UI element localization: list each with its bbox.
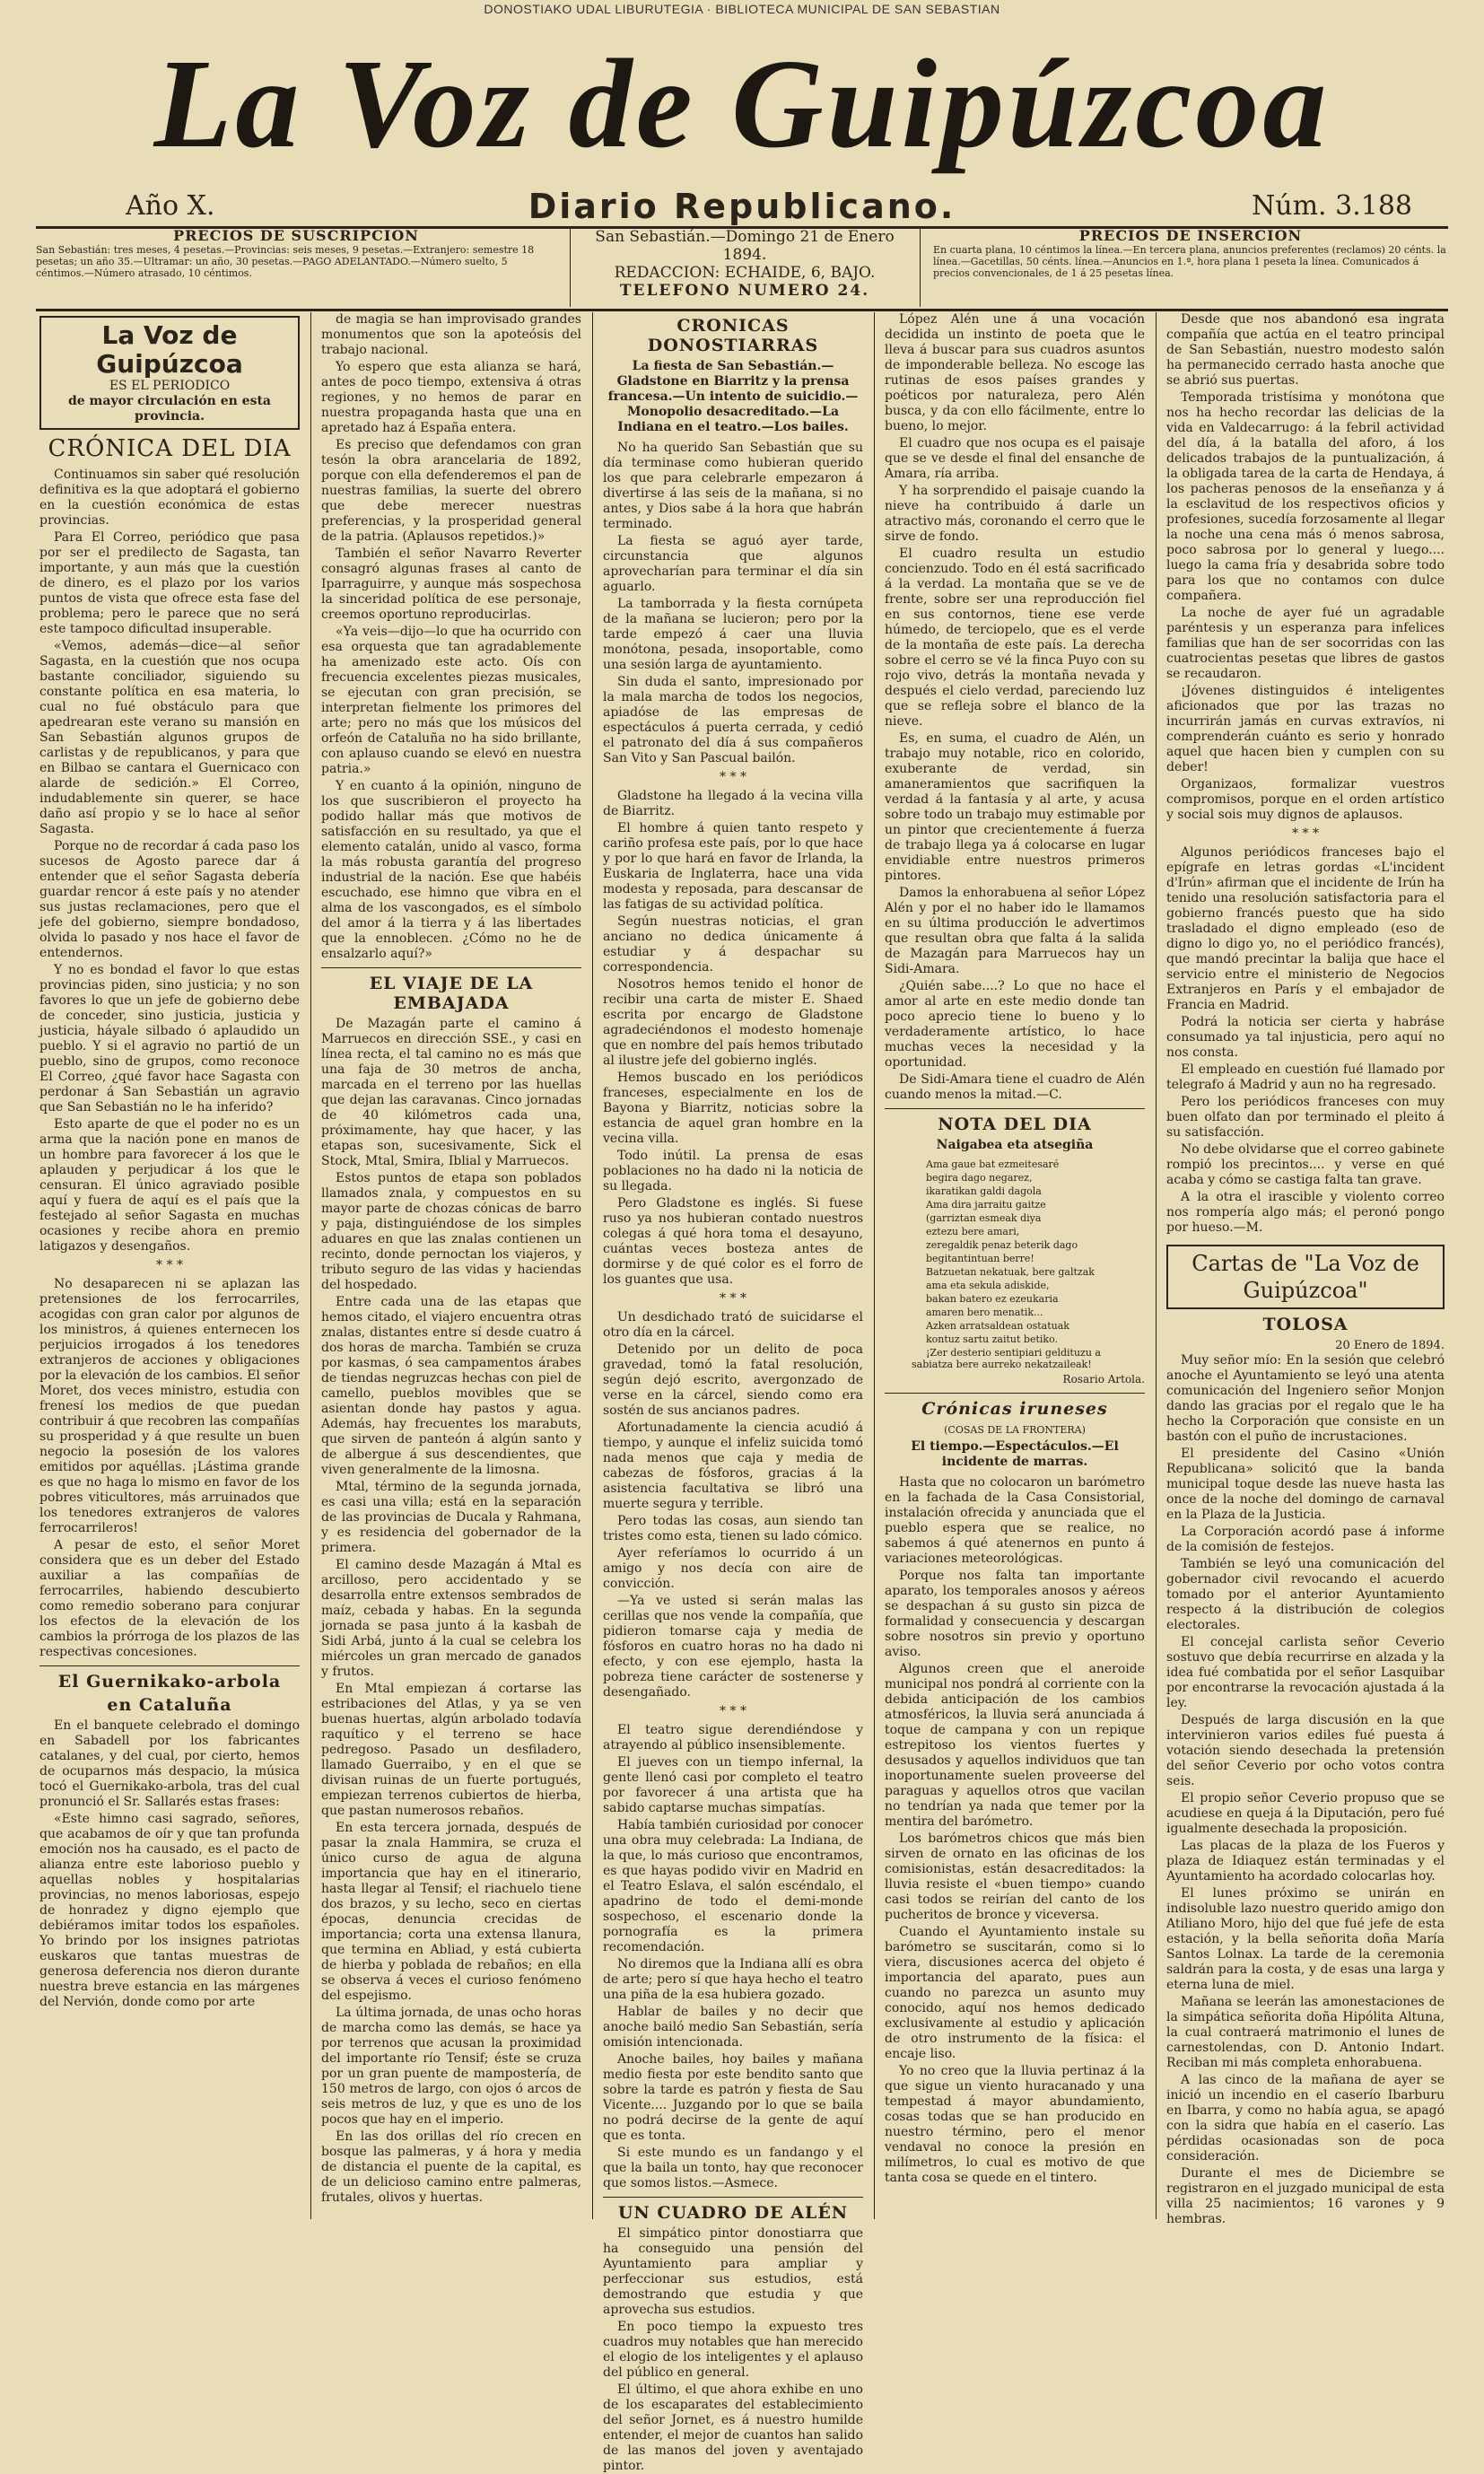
subtitle: Diario Republicano. [528,187,956,226]
article-title: NOTA DEL DIA [938,1115,1092,1134]
separator-stars: * * * [720,1704,746,1718]
paragraph: Las placas de la plaza de los Fueros y plaza de Idiaquez están terminadas y el Ayuntamiento ha acordado colocarlas hoy. [1166,1839,1445,1884]
paragraph: Todo inútil. La prensa de esas poblaciones no ha dado ni la noticia de su llegada. [603,1149,863,1193]
masthead [36,27,1448,188]
paragraph: ¡Jóvenes distinguidos é inteligentes aficionados que por las trazas no incurrirán jamás en curvas extravíos, ni comprenderán cuánto es serio y honrado aquel que hacen bien y cumplen con su deber! [1166,684,1445,774]
dateline: San Sebastián.—Domingo 21 de Enero 1894. [595,228,895,264]
paragraph: Entre cada una de las etapas que hemos citado, el viajero encuentra otras znalas, distantes entre sí desde cuatro á dos horas de marcha. También se cruza por kasmas, ó sea campamentos árabes de tiendas negruzcas hechas con piel de camello, pueblos movibles que se asientan donde hay pastos y agua. Además, hay frecuentes los marabuts, que sirven de panteón á algún santo y de albergue á sus descendientes, que viven generalmente de la limosna. [321,1295,581,1477]
paragraph: Detenido por un delito de poca gravedad, tomó la fatal resolución, según dejó escrito, avergonzado de verse en la cárcel, siendo como era sostén de sus ancianos padres. [603,1342,863,1418]
section-rule [39,1665,300,1666]
column-divider [874,312,875,2219]
poem-line: eztezu bere amari, [926,1226,1020,1237]
poem-line: Azken arratsaldean ostatuak [926,1320,1069,1332]
paragraph: La tamborrada y la fiesta cornúpeta de la mañana se lucieron; pero por la tarde empezó á caer una lluvia monótona, pesada, insoportable, como una sesión larga de ayuntamiento. [603,597,863,672]
paragraph: El camino desde Mazagán á Mtal es arcilloso, pero accidentado y se desarrolla entre extensos sembrados de maíz, cebada y habas. En la segunda jornada se pasa junto á la kasbah de Sidi Arbá, junto á la cual se celebra los miércoles un gran mercado de ganados y frutos. [321,1558,581,1679]
column-2 [321,312,581,2219]
paragraph: A pesar de esto, el señor Moret considera que es un deber del Estado auxiliar a las compañías de ferrocarriles, habiendo descubierto como remedio soberano para conjurar los efectos de la elevación de los cambios la prórroga de los plazos de las respectivas concesiones. [39,1538,300,1659]
paragraph: Pero Gladstone es inglés. Si fuese ruso ya nos hubieran contado nuestros colegas á qué hora toma el desayuno, cuántas veces bosteza antes de dormirse y de qué color es el forro de los guantes que usa. [603,1196,863,1287]
poem-line: kontuz sartu zaitut betiko. [926,1333,1059,1345]
section-rule [885,1108,1145,1109]
archive-header: DONOSTIAKO UDAL LIBURUTEGIA · BIBLIOTECA MUNICIPAL DE SAN SEBASTIAN [484,2,1000,16]
section-rule [603,2197,863,2198]
paragraph: El teatro sigue derendiéndose y atrayendo al público insensiblemente. [603,1723,863,1753]
paragraph: Esto aparte de que el poder no es un arma que la nación pone en manos de un hombre para favorecer á los que le aplauden y perjudicar á los que le censuran. El único agraviado posible aquí y fuera de aquí es el país que la festejado al señor Sagasta en muchas ocasiones y recibe ahora en premio latigazos y desengaños. [39,1117,300,1254]
paragraph: La Corporación acordó pase á informe de la comisión de festejos. [1166,1525,1445,1554]
paragraph: El propio señor Ceverio propuso que se acudiese en queja á la Diputación, pero fué igualmente desechada la proposición. [1166,1791,1445,1836]
paragraph: Organizaos, formalizar vuestros compromisos, porque en el orden artístico y social sois muy dignos de aplausos. [1166,777,1445,822]
promo-line: ES EL PERIODICO [109,379,231,393]
paragraph: No ha querido San Sebastián que su día terminase como hubieran querido los que para celebrarle empezaron á divertirse á las seis de la mañana, si no antes, y Dios sabe á la hora que habrán terminado. [603,441,863,531]
article-deck: La fiesta de San Sebastián.—Gladstone en Biarritz y la prensa francesa.—Un intento de suicidio.—Monopolio desacreditado.—La Indiana en el teatro.—Los bailes. [607,359,859,434]
paragraph: Gladstone ha llegado á la vecina villa de Biarritz. [603,789,863,818]
column-3 [603,312,863,2473]
paragraph: Afortunadamente la ciencia acudió á tiempo, y aunque el infeliz suicida tomó nada menos que caja y media de cabezas de fósforos, gracias á la asistencia facultativa se libró una muerte segura y terrible. [603,1421,863,1511]
year-label: Año X. [126,190,215,222]
paragraph: De Mazagán parte el camino á Marruecos en dirección SSE., y casi en línea recta, el tal camino no es más que una faja de 30 metros de ancha, marcada en el terreno por las huellas que dejan las caravanas. Cinco jornadas de 40 kilómetros cada una, próximamente, hay que hacer, y las etapas son, sucesivamente, Sick el Stock, Mtal, Smira, Iblial y Marruecos. [321,1017,581,1168]
paragraph: Si este mundo es un fandango y el que la baila un tonto, hay que reconocer que somos listos.—Asmece. [603,2146,863,2190]
article-deck: El tiempo.—Espectáculos.—El incidente de marras. [911,1439,1119,1469]
subscription-heading: PRECIOS DE SUSCRIPCION [173,227,419,244]
subscription-text: San Sebastián: tres meses, 4 pesetas.—Provincias: seis meses, 9 pesetas.—Extranjero: semestre 18 pesetas; un año 35.—Ultramar: un año, 30 pesetas.—PAGO ADELANTADO.—Número suelto, 5 céntimos.—Número atrasado, 10 céntimos. [36,244,535,279]
article-title: EL VIAJE DE LA EMBAJADA [369,974,534,1013]
paragraph: El presidente del Casino «Unión Republicana» solicitó que la banda municipal toque desde las nueve hasta las once de la noche del domingo de carnaval en la Plaza de la Justicia. [1166,1447,1445,1522]
paragraph: También el señor Navarro Reverter consagró algunas frases al canto de Iparraguirre, y aunque más sospechosa la sinceridad política de ese personaje, creemos oportuno reproducirlas. [321,546,581,622]
paragraph: El hombre á quien tanto respeto y cariño profesa este país, por lo que hace y por lo que hará en favor de Irlanda, la Euskaria de Inglaterra, hace una vida modesta y reposada, para descansar de las fatigas de su actividad política. [603,821,863,912]
article-subtitle: en Cataluña [107,1695,232,1715]
column-1 [39,312,300,2219]
paragraph: Cuando el Ayuntamiento instale su barómetro se suscitarán, como si lo viera, discusiones acerca del objeto é importancia del aparato, pues aun cuando no parezca un asunto muy conocido, aquí nos hemos dedicado exclusivamente al estudio y aplicación de otro instrumento de la física: el encaje liso. [885,1925,1145,2061]
paragraph: Algunos creen que el aneroide municipal nos pondrá al corriente con la debida anticipación de los cambios atmosféricos, la lluvia será anunciada á toque de campana y con un repique estrepitoso los vientos fuertes y desusados y aquellos individuos que tan inoportunamente suelen proveerse del paraguas y aquellos otros que vacilan no tendrían ya nada que temer por la mentira del barómetro. [885,1662,1145,1829]
column-divider [1156,312,1157,2219]
poem-line: Ama gaue bat ezmeitesaré [926,1158,1060,1170]
paragraph: El último, el que ahora exhibe en uno de los escaparates del establecimiento del señor Jornet, es á nuestro humilde entender, el mejor de cuantos han salido de las manos del joven y aventajado pintor. [603,2382,863,2473]
separator-stars: * * * [720,770,746,784]
section-rule [321,967,581,968]
article-title: Crónicas iruneses [921,1399,1108,1419]
paragraph: La última jornada, de unas ocho horas de marcha como las demás, se hace ya por terrenos que acusan la proximidad del importante río Tensif; éste se cruza por un gran puente de mampostería, de 150 metros de largo, con ojos ó arcos de seis metros de luz, y que es uno de los pocos que hay en el imperio. [321,2006,581,2127]
promo-box [39,316,300,430]
paragraph: Durante el mes de Diciembre se registraron en el juzgado municipal de esta villa 25 nacimientos; 16 varones y 9 hembras. [1166,2166,1445,2226]
paragraph: Mañana se leerán las amonestaciones de la simpática señorita doña Hipólita Altuna, la cual contraerá matrimonio el lunes de carnestolendas, con D. Antonio Indart. Reciban mi más completa enhorabuena. [1166,1995,1445,2070]
poem-line: ama eta sekula adiskide, [926,1280,1050,1291]
issue-number: Núm. 3.188 [1252,190,1412,222]
poem-line: (garriztan esmeak diya [926,1212,1042,1224]
separator-stars: * * * [720,1291,746,1306]
separator-stars: * * * [156,1258,183,1272]
office-address: REDACCION: ECHAIDE, 6, BAJO. [614,264,876,282]
paragraph: «Vemos, además—dice—al señor Sagasta, en la cuestión que nos ocupa bastante conciliador, siguiendo su constante política en esa materia, lo cual no fué obstáculo para que apedrearan este verano su mansión en San Sebastián algunos grupos de carlistas y de republicanos, y para que en Bilbao se cantara el Guernicaco con alarde de sedición.» El Correo, indudablemente sin querer, se hace daño así propio y se lo hace al señor Sagasta. [39,639,300,836]
paragraph: Muy señor mío: En la sesión que celebró anoche el Ayuntamiento se leyó una atenta comunicación del Ingeniero señor Monjon dando las gracias por el regalo que le ha hecho la Corporación que consiste en un bastón con el puño de incrustaciones. [1166,1353,1445,1444]
paragraph: Hemos buscado en los periódicos franceses, especialmente en los de Bayona y Biarritz, noticias sobre la estancia de aquel gran hombre en la vecina villa. [603,1071,863,1146]
poem-closing: ¡Zer desterio sentipiari geldituzu a sabiatza bere aurreko nekatzaileak! [912,1347,1101,1370]
paragraph: «Ya veis—dijo—lo que ha ocurrido con esa orquesta que tan agradablemente ha amenizado este acto. Oís con frecuencia excelentes piezas musicales, se ejecutan con gran precisión, se interpretan fielmente los primores del arte; pero no más que los músicos del orfeón de Cataluña no ha sido brillante, con aplauso cuando se elevó en nuestra patria.» [321,625,581,776]
header-rule [36,309,1448,311]
paragraph: Yo espero que esta alianza se hará, antes de poco tiempo, extensiva á otras regiones, y no hemos de parar en nuestra propaganda hasta que una en apretado haz á España entera. [321,360,581,435]
paragraph: Pero los periódicos franceses con muy buen olfato dan por terminado el pleito á su satisfacción. [1166,1095,1445,1140]
paragraph: En las dos orillas del río crecen en bosque las palmeras, y á hora y media de distancia el puente de la capital, es de un delicioso camino entre palmeras, frutales, olivos y huertas. [321,2129,581,2205]
phone-number: TELEFONO NUMERO 24. [619,282,870,300]
poem-title: Naigabea eta atsegiña [936,1138,1094,1152]
column-4 [885,312,1145,2219]
insertion-text: En cuarta plana, 10 céntimos la línea.—En tercera plana, anuncios preferentes (reclamos) 20 cénts. la línea.—Gacetillas, 50 cénts. línea.—Anuncios en 1.ª, hora plana 1 peseta la línea. Comunicados á precios convencionales, de 1 á 25 pesetas línea. [933,244,1446,279]
paragraph: En esta tercera jornada, después de pasar la znala Hammira, se cruza el único curso de agua de alguna importancia que hay en el itinerario, hasta llegar al Tensif; el riachuelo tiene dos brazos, y su lecho, seco en ciertas épocas, denuncia crecidas de importancia; corta una extensa llanura, que termina en Abliad, y está cubierta de hierba y poblada de rebaños; en ella se observa á veces el curioso fenómeno del espejismo. [321,1821,581,2003]
poem-line: zeregaldik penaz beterik dago [926,1239,1078,1251]
poem-line: begira dago negarez, [926,1172,1033,1184]
column-5 [1166,312,1445,2226]
divider [920,228,921,307]
newspaper-title: La Voz de Guipúzcoa [153,32,1331,174]
insertion-heading: PRECIOS DE INSERCION [1078,227,1303,244]
column-divider [310,312,311,2219]
paragraph: Hablar de bailes y no decir que anoche bailó medio San Sebastián, sería omisión intencionada. [603,2005,863,2050]
paragraph: Nosotros hemos tenido el honor de recibir una carta de mister E. Shaed escrita por encargo de Gladstone agradeciéndonos el modesto homenaje que en nombre del país hemos tributado al ilustre jefe del gobierno inglés. [603,977,863,1068]
paragraph: Pero todas las cosas, aun siendo tan tristes como esta, tienen su lado cómico. [603,1514,863,1543]
paragraph: Había también curiosidad por conocer una obra muy celebrada: La Indiana, de la que, lo más curioso que encontramos, es que hayas podido vivir en Madrid en el Teatro Eslava, el salón escéndalo, el apadrino de todo el demi-monde sospechoso, el escenario donde la pornografía es la primera recomendación. [603,1818,863,1954]
paragraph: Según nuestras noticias, el gran anciano no dedica únicamente á estudiar y á despachar su correspondencia. [603,914,863,975]
paragraph: No diremos que la Indiana allí es obra de arte; pero sí que haya hecho el teatro una piña de la esa hubiera gozado. [603,1957,863,2002]
cartas-header-box [1166,1245,1445,1309]
poem-line: Ama dira jarraitu gaitze [926,1199,1046,1211]
paragraph: Porque nos falta tan importante aparato, los temporales anosos y aéreos se despachan á su gusto sin pizca de formalidad y consecuencia y descargan sobre nosotros sin previo y oportuno aviso. [885,1569,1145,1659]
letter-date: 20 Enero de 1894. [1335,1339,1445,1352]
paragraph: Ayer referíamos lo ocurrido á un amigo y nos decía con aire de convicción. [603,1546,863,1591]
paragraph: Y no es bondad el favor lo que estas provincias piden, sino justicia; y no son favores lo que un jefe de gobierno debe de conceder, sino justicia, justicia y justicia, háyale silbado ó aplaudido un pueblo. Y si el agravio no partió de un pueblo, sino de grupos, como reconoce El Correo, ¿qué favor hace Sagasta con perdonar á San Sebastián un agravio que San Sebastián no le ha inferido? [39,963,300,1115]
paragraph: López Alén une á una vocación decidida un instinto de poeta que le lleva á buscar para sus cuadros asuntos de imponderable belleza. No escoge las rutinas de esos países grandes y poéticos por naturaleza, pero Alén busca, y da con ello fácilmente, entre lo bueno, lo mejor. [885,312,1145,433]
paragraph: de magia se han improvisado grandes monumentos que son la apoteósis del trabajo nacional. [321,312,581,357]
paragraph: Es, en suma, el cuadro de Alén, un trabajo muy notable, rico en colorido, exuberante de verdad, sin amaneramientos que sacrifiquen la verdad á la fantasía y al arte, y acusa sobre todo un trabajo muy estimable por un pintor que crecientemente á fuerza de trabajo llega ya á colocarse en lugar envidiable entre nuestros primeros pintores. [885,731,1145,883]
poem-line: ikaratikan galdi dagola [926,1185,1042,1197]
paragraph: El empleado en cuestión fué llamado por telegrafo á Madrid y aun no ha regresado. [1166,1062,1445,1092]
paragraph: No debe olvidarse que el correo gabinete rompió los precintos.... y verse en qué acaba y cómo se castiga falta tan grave. [1166,1142,1445,1187]
paragraph: De Sidi-Amara tiene el cuadro de Alén cuando menos la mitad.—C. [885,1072,1145,1102]
paragraph: Y en cuanto á la opinión, ninguno de los que suscribieron el proyecto ha podido hallar más que motivos de satisfacción en su resultado, ya que el elemento catalán, unido al vasco, forma la más robusta garantía del progreso industrial de la nación. Ese que habéis escuchado, ese himno que vibra en el alma de los vascongados, es el símbolo del amor á la tierra y á las libertades que la ennoblecen. ¿Cómo no he de ensalzarlo aquí?» [321,779,581,961]
price-band [36,228,1448,307]
poem-line: bakan batero ez ezeukaria [926,1293,1059,1305]
paragraph: Algunos periódicos franceses bajo el epígrafe en letras gordas «L'incident d'Irún» afirman que el incidente de Irún ha tenido una resolución satisfactoria para el gobierno francés puesto que ha sido trasladado el digno empleado (eso de digno lo digo yo, no el periódico francés), que mandó precintar la balija que hace el servicio entre el ministerio de Negocios Extranjeros en París y el embajador de Francia en Madrid. [1166,845,1445,1012]
insertion-prices [933,228,1448,307]
paragraph: El simpático pintor donostiarra que ha conseguido una pensión del Ayuntamiento para ampliar y perfeccionar sus estudios, está demostrando que estudia y que aprovecha sus estudios. [603,2226,863,2317]
promo-line: de mayor circulación en esta provincia. [67,394,271,424]
masthead-subrow [36,187,1448,226]
article-title: CRÓNICA DEL DIA [48,435,292,462]
paragraph: El jueves con un tiempo infernal, la gente llenó casi por completo el teatro por favorecer á una artista que ha sabido captarse muchas simpatías. [603,1755,863,1815]
article-title: TOLOSA [1262,1315,1349,1334]
paragraph: El concejal carlista señor Ceverio sostuvo que debía recurrirse en alzada y la idea fué combatida por el señor Lasquibar por encontrarse la revocación ajustada á la ley. [1166,1635,1445,1710]
poem-line: Batzuetan nekatuak, bere galtzak [926,1266,1095,1278]
article-note: (COSAS DE LA FRONTERA) [944,1424,1086,1436]
paragraph: Para El Correo, periódico que pasa por ser el predilecto de Sagasta, tan importante, y aun más que la cuestión de dinero, es el plazo por los varios puntos de vista que ofrece esta fase del problema; pero le parece que no será este tampoco dificultad insuperable. [39,530,300,636]
paragraph: En poco tiempo la expuesto tres cuadros muy notables que han merecido el elogio de los inteligentes y el aplauso del público en general. [603,2320,863,2380]
paragraph: El lunes próximo se unirán en indisoluble lazo nuestro querido amigo don Atiliano Moro, hijo del que fué jefe de esta estación, y la bella señorita doña María Santos Lolnax. La tarde de la ceremonia saldrán para la costa, y de esas una larga y eterna luna de miel. [1166,1886,1445,1992]
paragraph: La noche de ayer fué un agradable paréntesis y un esperanza para infelices familias que han de ser socorridas con las cuatrocientas pesetas que libres de gastos se recaudaron. [1166,606,1445,681]
paragraph: El cuadro que nos ocupa es el paisaje que se ve desde el final del ensanche de Amara, ría arriba. [885,436,1145,481]
paragraph: Mtal, término de la segunda jornada, es casi una villa; está en la separación de las provincias de Ducala y Rahmana, y es residencia del gobernador de la primera. [321,1480,581,1555]
paragraph: El cuadro resulta un estudio concienzudo. Todo en él está sacrificado á la verdad. La montaña que se ve de frente, sobre ser una reproducción fiel en sus contornos, tiene ese verde húmedo, de terciopelo, que es el verde de la montaña de este país. La derecha sobre el cerro se vé la finca Puyo con su rojo vivo, detrás la montaña nevada y después el cielo verdad, pareciendo luz que se refleja sobre el blanco de la nieve. [885,546,1145,729]
paragraph: Desde que nos abandonó esa ingrata compañía que actúa en el teatro principal de San Sebastián, nuestro modesto salón ha permanecido cerrado hasta anoche que se abrió sus puertas. [1166,312,1445,388]
paragraph: En Mtal empiezan á cortarse las estribaciones del Atlas, y ya se ven buenas huertas, algún arbolado todavía raquítico y el terreno se hace pedregoso. Pasado un desfiladero, llamado Guerraibo, y en el que se divisan ruinas de un fuerte portugués, empiezan terrenos cubiertos de hierba, que pastan numerosos rebaños. [321,1682,581,1818]
paragraph: Anoche bailes, hoy bailes y mañana medio fiesta por este bendito santo que sobre la tarde es patrón y fiesta de Sau Vicente.... Juzgando por lo que se baila no podrá decirse de la gente de aquí que es tonta. [603,2052,863,2143]
paragraph: A las cinco de la mañana de ayer se inició un incendio en el caserío Ibarburu en Ibarra, y como no había agua, se apagó con la sidra que había en el caserío. Las pérdidas ocasionadas son de poca consideración. [1166,2073,1445,2164]
paragraph: Los barómetros chicos que más bien sirven de ornato en las oficinas de los comisionistas, están desacreditados: la lluvia resiste el «buen tiempo» cuando casi todos se reirían del canto de los pucheritos de bronce y viceversa. [885,1831,1145,1922]
poem-line: amaren bero menatik... [926,1307,1043,1318]
paragraph: Porque no de recordar á cada paso los sucesos de Agosto parece dar á entender que el señor Sagasta debería guardar rencor á este país y no atender sus justas reclamaciones, pero que el jefe del gobierno, siempre bondadoso, olvida lo pasado y nos hace el favor de entendernos. [39,839,300,960]
paragraph: ¿Quién sabe....? Lo que no hace el amor al arte en este medio donde tan poco aprecio tiene lo bueno y lo verdaderamente artístico, lo hace muchas veces la necesidad y la oportunidad. [885,979,1145,1070]
paragraph: Y ha sorprendido el paisaje cuando la nieve ha contribuido á darle un atractivo más, coronando el cerro que le sirve de fondo. [885,484,1145,544]
paragraph: La fiesta se aguó ayer tarde, circunstancia que algunos aprovecharían para terminar el día sin aguarlo. [603,534,863,594]
paragraph: Un desdichado trató de suicidarse el otro día en la cárcel. [603,1310,863,1340]
paragraph: En el banquete celebrado el domingo en Sabadell por los fabricantes catalanes, y del cual, por cierto, hemos de ocuparnos más despacio, la música tocó el Guernikako-arbola, tras del cual pronunció el Sr. Sallarés estas frases: [39,1718,300,1809]
paragraph: Es preciso que defendamos con gran tesón la obra arancelaria de 1892, porque con ella defenderemos el pan de nuestras familias, la suerte del obrero que debe merecer nuestras preferencias, y la prosperidad general de la patria. (Aplausos repetidos.)» [321,438,581,544]
column-divider [592,312,593,2219]
issue-info [583,228,906,307]
paragraph: «Este himno casi sagrado, señores, que acabamos de oír y que tan profunda emoción nos ha causado, es el pacto de alianza entre este laborioso pueblo y aquellas nobles y hospitalarias provincias, no menos laboriosas, espejo de honradez y digno ejemplo que debiéramos imitar todos los españoles. Yo brindo por los insignes patriotas euskaros que tantas muestras de generosa deferencia nos dieron durante nuestra breve estancia en las márgenes del Nervión, donde como por arte [39,1812,300,2009]
paragraph: A la otra el irascible y violento correo nos rompería algo más; el peronó pongo por hueso.—M. [1166,1190,1445,1235]
poem-signature: Rosario Artola. [1062,1373,1145,1386]
paragraph: Continuamos sin saber qué resolución definitiva es la que adoptará el gobierno en la cuestión económica de estas provincias. [39,468,300,528]
article-title: CRONICAS DONOSTIARRAS [647,316,819,355]
paragraph: Estos puntos de etapa son poblados llamados znala, y compuestos en su mayor parte de chozas cónicas de barro y paja, distinguiéndose de los simples aduares en que las znalas contienen un recinto, donde pernoctan los viajeros, y tributo seguro de las vidas y haciendas del hospedado. [321,1171,581,1292]
article-title: UN CUADRO DE ALÉN [617,2203,849,2223]
promo-brand: La Voz de Guipúzcoa [96,320,243,379]
section-rule [885,1393,1145,1394]
paragraph: Hasta que no colocaron un barómetro en la fachada de la Casa Consistorial, instalación ofrecida y anunciada que el pueblo espera que se realice, no sabemos á qué atenernos en punto á variaciones meteorológicas. [885,1475,1145,1566]
article-title: El Guernikako-arbola [57,1672,282,1692]
section-title: Cartas de "La Voz de Guipúzcoa" [1192,1251,1419,1303]
paragraph: Sin duda el santo, impresionado por la mala marcha de todos los negocios, apiadóse de las empresas de espectáculos á puerta cerrada, y cedió el patronato del día á sus compañeros San Vito y San Pascual bailón. [603,675,863,765]
subscription-prices [36,228,556,307]
paragraph: También se leyó una comunicación del gobernador civil revocando el acuerdo tomado por el anterior Ayuntamiento respecto á la distribución de colegios electorales. [1166,1557,1445,1632]
paragraph: Después de larga discusión en la que intervinieron varios ediles fué puesta á votación siendo desechada la pretensión del señor Ceverio por ocho votos contra seis. [1166,1713,1445,1788]
divider [570,228,571,307]
paragraph: Yo no creo que la lluvia pertinaz á la que sigue un viento huracanado y una tempestad á mayor abundamiento, cosas todas que se han producido en nuestro término, pero el menor vendaval no conoce la presión en milímetros, lo cual es motivo de que tanta cosa se quede en el tintero. [885,2064,1145,2185]
separator-stars: * * * [1292,826,1319,841]
paragraph: No desaparecen ni se aplazan las pretensiones de los ferrocarriles, acogidas con gran calor por algunos de los ministros, á quienes enternecen los perjuicios irrogados á los tenedores extranjeros de acciones y obligaciones por la elevación de los cambios. El señor Moret, dos veces ministro, estudia con frenesí los medios de que puedan contribuir á que recobren las compañías su prosperidad y á que resulte un buen negocio la posesión de los valores emitidos por aquéllas. ¡Lástima grande es que no haga lo mismo en favor de los pobres viticultores, más arruinados que los tenedores extranjeros de valores ferrocarrileros! [39,1277,300,1535]
paragraph: Temporada tristísima y monótona que nos ha hecho recordar las delicias de la vida en Valdecarrugo: á la febril actividad del día, á la batalla del aforo, á los delicados trabajos de la puntualización, á la obligada tarea de la carta de Hendaya, á los pacheras penosos de la enseñanza y á la esclavitud de los respectivos oficios y profesiones, sucedía forzosamente al llegar la noche una cena más ó menos sabrosa, poco sabrosa por lo general y luego.... luego la cama fría y desabrida sobre todo para los que no contamos con dulce compañera. [1166,390,1445,603]
paragraph: —Ya ve usted si serán malas las cerillas que nos vende la compañía, que pidieron tomarse caja y media de fósforos en cuatro horas no ha dado ni efecto, y con ese ejemplo, hasta la pobreza tiene carácter de sostenerse y desengañado. [603,1594,863,1700]
paragraph: Damos la enhorabuena al señor López Alén y por el no haber ido le llamamos en su última producción le advertimos que resultan obra que falta á la salida de Mazagán para Marruecos hay un Sidi-Amara. [885,886,1145,976]
poem-line: begitantintuan berre! [926,1253,1034,1264]
paragraph: Podrá la noticia ser cierta y habráse consumado ya tal injusticia, pero aquí no nos consta. [1166,1015,1445,1060]
